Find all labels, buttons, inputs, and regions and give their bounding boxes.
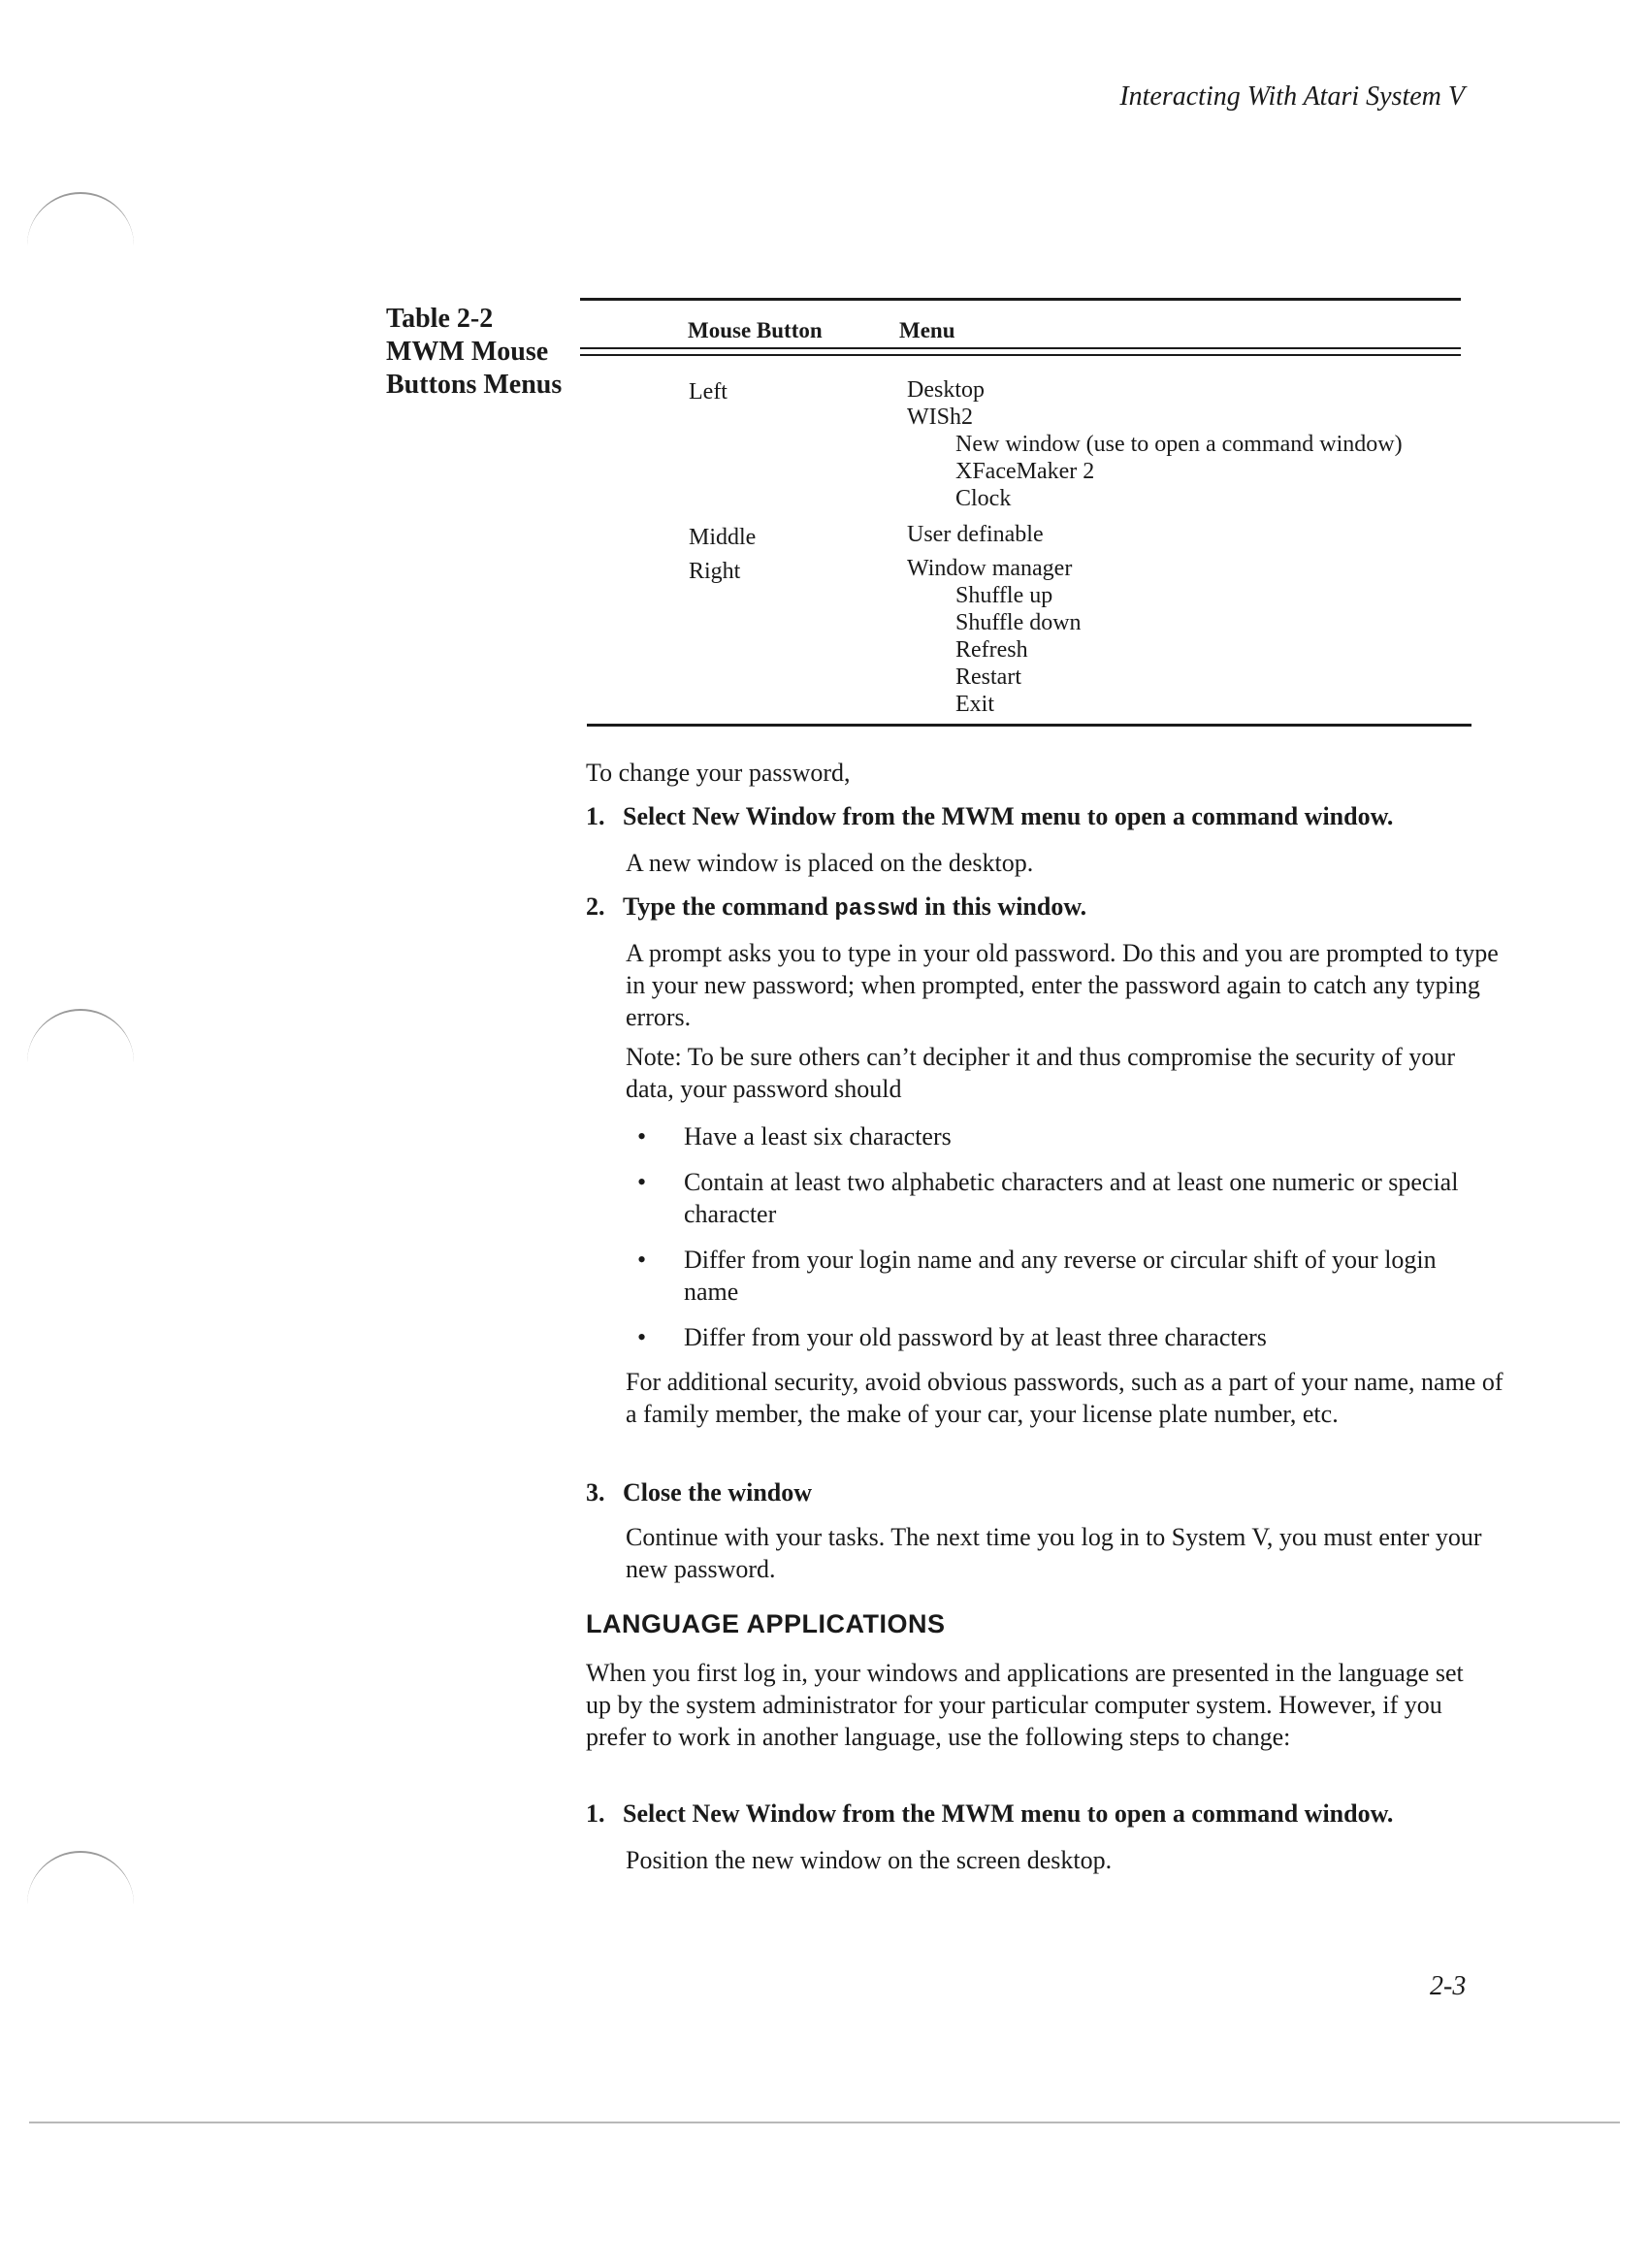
table-cell-button: Middle <box>689 525 757 550</box>
password-rules-list <box>586 1120 1464 1353</box>
step-number: 3. <box>586 1478 605 1507</box>
step-2-description: A prompt asks you to type in your old password. Do this and you are prompted to type in your new password; when prompted, enter the password again to catch any typing errors. <box>626 939 1499 1031</box>
submenu-item: Restart <box>955 664 1021 690</box>
intro-text: To change your password, <box>586 759 851 787</box>
list-item-text: Differ from your old password by at least three characters <box>684 1323 1267 1351</box>
step-text: Select New Window from the MWM menu to open a command window. <box>623 802 1394 830</box>
step-1 <box>586 800 1464 832</box>
submenu-item: XFaceMaker 2 <box>955 459 1095 484</box>
scan-edge-line <box>29 2122 1620 2123</box>
punch-hole-mark <box>27 1851 134 1911</box>
step-3-description: Continue with your tasks. The next time you log in to System V, you must enter your new password. <box>626 1523 1482 1583</box>
note-text: Note: To be sure others can’t decipher it and thus compromise the security of your data, your password should <box>626 1043 1455 1103</box>
section-heading: LANGUAGE APPLICATIONS <box>586 1609 946 1638</box>
caption-line: Table 2-2 <box>386 304 494 334</box>
punch-hole-mark <box>27 192 134 252</box>
table-cell-button: Left <box>689 379 728 405</box>
table-top-rule <box>580 298 1461 301</box>
step-text: Select New Window from the MWM menu to open a command window. <box>623 1799 1394 1828</box>
submenu-item: Shuffle up <box>955 583 1053 608</box>
table-cell-menu <box>907 521 1044 548</box>
language-paragraph: When you first log in, your windows and applications are presented in the language set up by the system administrator for your particular computer system. However, if you prefer to work in another language, use the following steps to change: <box>586 1659 1464 1751</box>
language-step-1 <box>586 1798 1464 1830</box>
step-number: 1. <box>586 802 605 830</box>
caption-line: MWM Mouse <box>386 337 549 367</box>
table-header-rule <box>580 347 1461 356</box>
menu-item: Window manager <box>907 556 1073 581</box>
submenu-item: Exit <box>955 692 994 717</box>
caption-line: Buttons Menus <box>386 370 563 400</box>
submenu-item: Shuffle down <box>955 610 1082 635</box>
step-text: Type the command <box>623 892 835 921</box>
submenu-item: Refresh <box>955 637 1028 663</box>
menu-item: WISh2 <box>907 405 973 430</box>
list-item <box>626 1244 1464 1308</box>
step-number: 1. <box>586 1799 605 1828</box>
page-number: 2-3 <box>1430 1971 1467 2001</box>
table-bottom-rule <box>587 724 1471 727</box>
step-3 <box>586 1476 1464 1508</box>
step-number: 2. <box>586 892 605 921</box>
bullet-icon: • <box>637 1246 647 1274</box>
col-header-menu: Menu <box>899 318 955 342</box>
list-item <box>626 1120 1464 1152</box>
command-code: passwd <box>834 896 919 923</box>
step-1-description: A new window is placed on the desktop. <box>626 849 1034 877</box>
list-item-text: Have a least six characters <box>684 1122 952 1150</box>
step-text: Close the window <box>623 1478 813 1507</box>
step-2 <box>586 891 1464 925</box>
punch-hole-mark <box>27 1009 134 1069</box>
table-caption <box>386 303 580 402</box>
list-item <box>626 1166 1464 1230</box>
table-cell-menu <box>907 555 1082 718</box>
menu-item: Desktop <box>907 377 985 403</box>
language-step-1-description: Position the new window on the screen desktop. <box>626 1846 1113 1874</box>
list-item <box>626 1321 1464 1353</box>
table-cell-button: Right <box>689 559 741 584</box>
step-text: in this window. <box>918 892 1087 921</box>
col-header-mouse-button: Mouse Button <box>688 318 823 342</box>
running-head: Interacting With Atari System V <box>1119 81 1465 112</box>
bullet-icon: • <box>637 1122 647 1150</box>
bullet-icon: • <box>637 1168 647 1196</box>
table-cell-menu <box>907 376 1403 512</box>
bullet-icon: • <box>637 1323 647 1351</box>
list-item-text: Contain at least two alphabetic characters and at least one numeric or special character <box>684 1168 1459 1228</box>
submenu-item: Clock <box>955 486 1012 511</box>
submenu-item: New window (use to open a command window) <box>955 432 1403 457</box>
security-text: For additional security, avoid obvious passwords, such as a part of your name, name of a family member, the make of your car, your license plate number, etc. <box>626 1368 1504 1428</box>
list-item-text: Differ from your login name and any reverse or circular shift of your login name <box>684 1246 1437 1306</box>
menu-item: User definable <box>907 522 1044 547</box>
